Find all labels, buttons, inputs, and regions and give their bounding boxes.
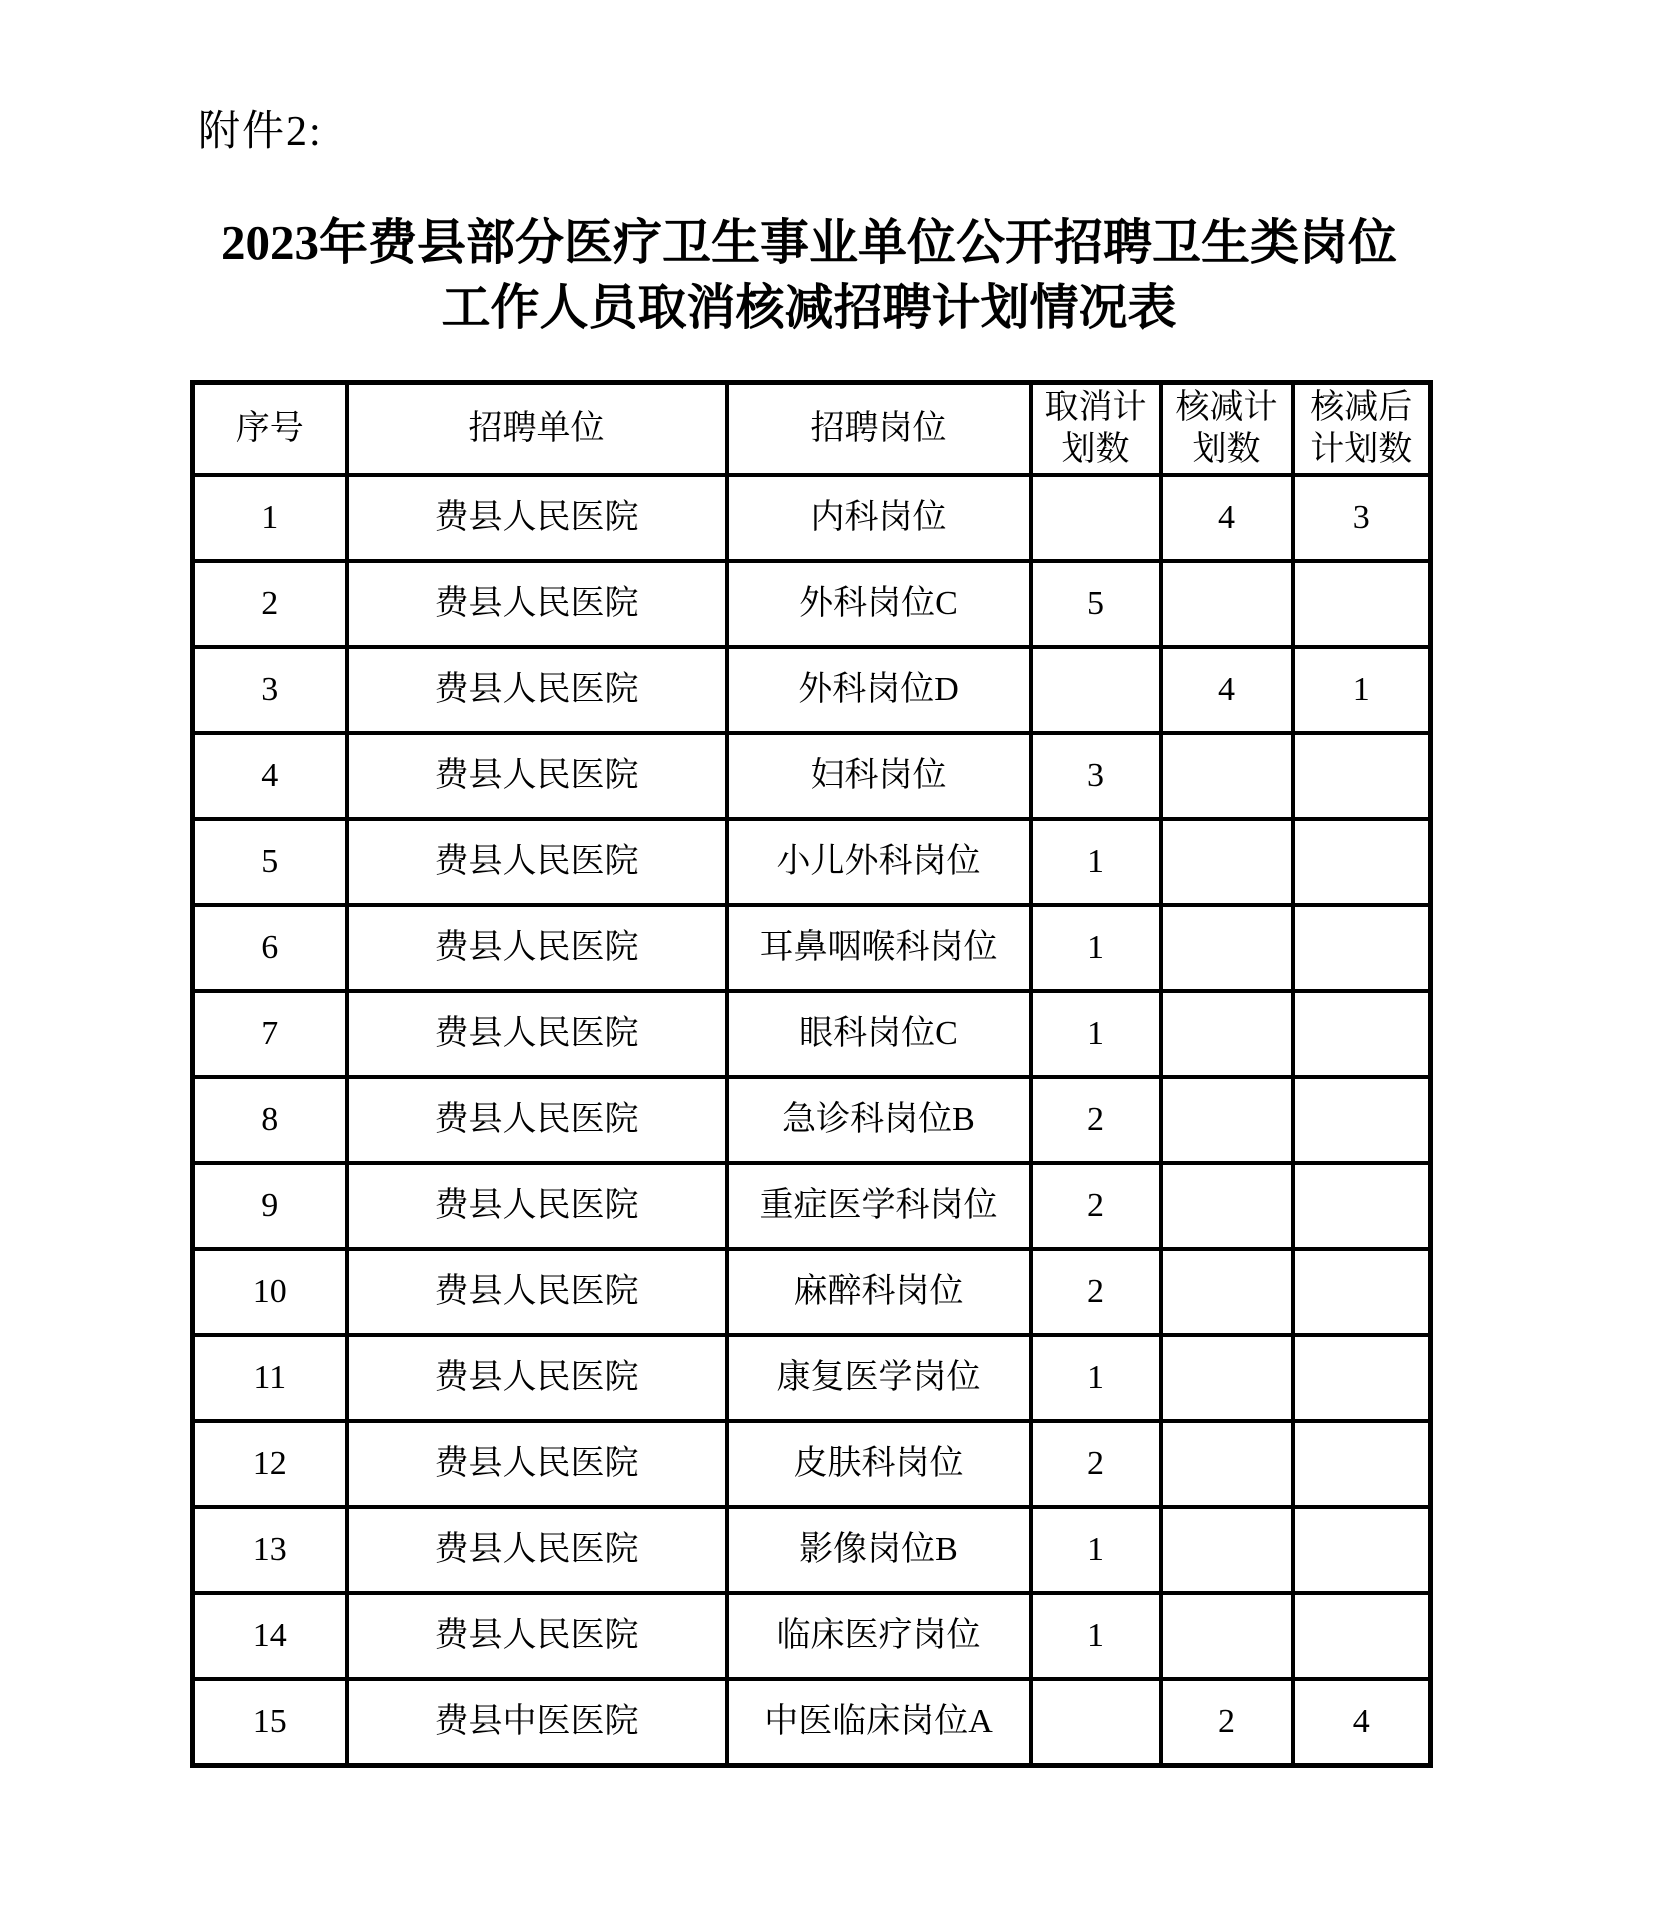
table-row	[193, 1249, 1431, 1335]
header-seq: 序号	[193, 383, 347, 476]
cell-after	[1293, 991, 1431, 1077]
attachment-label: 附件2:	[198, 109, 323, 155]
cell-cancel: 1	[1031, 991, 1161, 1077]
cell-post: 耳鼻咽喉科岗位	[727, 905, 1031, 991]
cell-cancel: 1	[1031, 905, 1161, 991]
table-row	[193, 561, 1431, 647]
cell-post: 康复医学岗位	[727, 1335, 1031, 1421]
cell-seq: 9	[193, 1163, 347, 1249]
cell-reduce: 4	[1161, 647, 1293, 733]
cell-reduce	[1161, 733, 1293, 819]
cell-cancel: 1	[1031, 1507, 1161, 1593]
header-reduce: 核减计划数	[1161, 383, 1293, 476]
title-line-1: 2023年费县部分医疗卫生事业单位公开招聘卫生类岗位	[220, 215, 1397, 270]
cell-unit: 费县人民医院	[347, 1077, 727, 1163]
cell-unit: 费县人民医院	[347, 991, 727, 1077]
table-row	[193, 1335, 1431, 1421]
cell-unit: 费县人民医院	[347, 1421, 727, 1507]
table-row	[193, 1163, 1431, 1249]
cell-seq: 4	[193, 733, 347, 819]
cell-reduce: 2	[1161, 1679, 1293, 1765]
cell-unit: 费县中医医院	[347, 1679, 727, 1765]
recruitment-plan-table	[190, 380, 1433, 1768]
cell-reduce	[1161, 1335, 1293, 1421]
table-row	[193, 1077, 1431, 1163]
cell-post: 妇科岗位	[727, 733, 1031, 819]
cell-cancel	[1031, 1679, 1161, 1765]
cell-after: 4	[1293, 1679, 1431, 1765]
cell-seq: 5	[193, 819, 347, 905]
cell-seq: 6	[193, 905, 347, 991]
table-row	[193, 647, 1431, 733]
cell-after	[1293, 561, 1431, 647]
cell-seq: 10	[193, 1249, 347, 1335]
cell-after	[1293, 1421, 1431, 1507]
cell-reduce	[1161, 1077, 1293, 1163]
table-row	[193, 1679, 1431, 1765]
cell-post: 外科岗位D	[727, 647, 1031, 733]
cell-unit: 费县人民医院	[347, 905, 727, 991]
cell-reduce	[1161, 1249, 1293, 1335]
cell-after: 3	[1293, 475, 1431, 561]
cell-seq: 8	[193, 1077, 347, 1163]
cell-after	[1293, 1249, 1431, 1335]
cell-after	[1293, 1335, 1431, 1421]
cell-unit: 费县人民医院	[347, 1335, 727, 1421]
table-row	[193, 991, 1431, 1077]
cell-reduce	[1161, 991, 1293, 1077]
cell-post: 内科岗位	[727, 475, 1031, 561]
cell-after: 1	[1293, 647, 1431, 733]
cell-post: 小儿外科岗位	[727, 819, 1031, 905]
cell-cancel: 2	[1031, 1421, 1161, 1507]
cell-after	[1293, 905, 1431, 991]
table-row	[193, 1593, 1431, 1679]
cell-post: 皮肤科岗位	[727, 1421, 1031, 1507]
cell-after	[1293, 733, 1431, 819]
cell-after	[1293, 819, 1431, 905]
cell-reduce	[1161, 561, 1293, 647]
cell-after	[1293, 1077, 1431, 1163]
header-unit: 招聘单位	[347, 383, 727, 476]
cell-cancel: 5	[1031, 561, 1161, 647]
cell-unit: 费县人民医院	[347, 733, 727, 819]
cell-reduce	[1161, 819, 1293, 905]
cell-unit: 费县人民医院	[347, 1249, 727, 1335]
cell-unit: 费县人民医院	[347, 1507, 727, 1593]
cell-seq: 15	[193, 1679, 347, 1765]
cell-seq: 1	[193, 475, 347, 561]
cell-cancel: 1	[1031, 1335, 1161, 1421]
cell-unit: 费县人民医院	[347, 647, 727, 733]
cell-unit: 费县人民医院	[347, 1593, 727, 1679]
cell-after	[1293, 1593, 1431, 1679]
cell-post: 麻醉科岗位	[727, 1249, 1031, 1335]
title-line-2: 工作人员取消核减招聘计划情况表	[441, 280, 1177, 335]
cell-seq: 11	[193, 1335, 347, 1421]
table-row	[193, 1421, 1431, 1507]
table-row	[193, 905, 1431, 991]
document-title	[190, 210, 1428, 340]
table-header-row	[193, 383, 1431, 476]
cell-post: 外科岗位C	[727, 561, 1031, 647]
cell-seq: 12	[193, 1421, 347, 1507]
table-row	[193, 819, 1431, 905]
cell-post: 重症医学科岗位	[727, 1163, 1031, 1249]
table-row	[193, 475, 1431, 561]
cell-cancel: 1	[1031, 819, 1161, 905]
cell-cancel: 2	[1031, 1077, 1161, 1163]
cell-unit: 费县人民医院	[347, 1163, 727, 1249]
cell-cancel	[1031, 475, 1161, 561]
table-row	[193, 733, 1431, 819]
cell-cancel: 2	[1031, 1249, 1161, 1335]
cell-cancel	[1031, 647, 1161, 733]
cell-post: 眼科岗位C	[727, 991, 1031, 1077]
cell-seq: 13	[193, 1507, 347, 1593]
cell-reduce	[1161, 1421, 1293, 1507]
cell-seq: 7	[193, 991, 347, 1077]
cell-unit: 费县人民医院	[347, 475, 727, 561]
cell-seq: 14	[193, 1593, 347, 1679]
cell-cancel: 1	[1031, 1593, 1161, 1679]
cell-post: 急诊科岗位B	[727, 1077, 1031, 1163]
cell-cancel: 3	[1031, 733, 1161, 819]
table-row	[193, 1507, 1431, 1593]
cell-seq: 3	[193, 647, 347, 733]
header-cancel: 取消计划数	[1031, 383, 1161, 476]
header-after: 核减后计划数	[1293, 383, 1431, 476]
cell-after	[1293, 1507, 1431, 1593]
cell-reduce	[1161, 1593, 1293, 1679]
header-post: 招聘岗位	[727, 383, 1031, 476]
cell-after	[1293, 1163, 1431, 1249]
cell-unit: 费县人民医院	[347, 819, 727, 905]
cell-post: 临床医疗岗位	[727, 1593, 1031, 1679]
cell-reduce: 4	[1161, 475, 1293, 561]
cell-cancel: 2	[1031, 1163, 1161, 1249]
cell-post: 中医临床岗位A	[727, 1679, 1031, 1765]
cell-post: 影像岗位B	[727, 1507, 1031, 1593]
cell-reduce	[1161, 1163, 1293, 1249]
cell-unit: 费县人民医院	[347, 561, 727, 647]
cell-seq: 2	[193, 561, 347, 647]
cell-reduce	[1161, 905, 1293, 991]
cell-reduce	[1161, 1507, 1293, 1593]
